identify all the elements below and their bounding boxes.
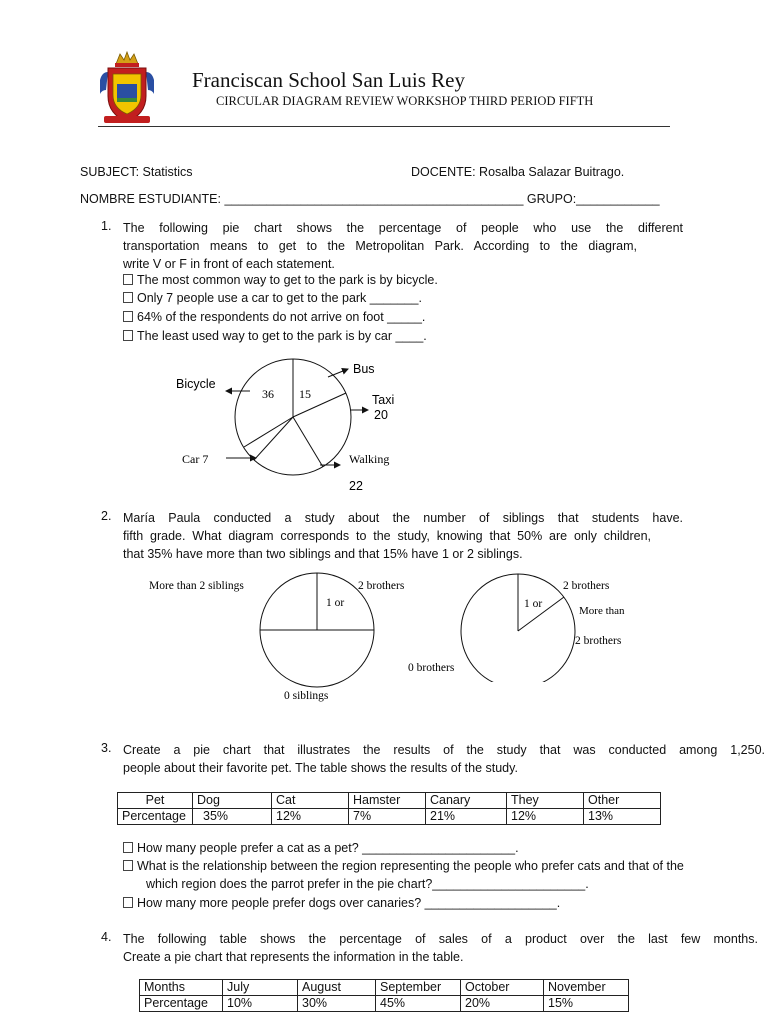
q1-line: The following pie chart shows the percentage of people who use the different	[123, 221, 683, 235]
q2-number: 2.	[101, 509, 112, 523]
q3-question: How many more people prefer dogs over canaries? ___________________.	[123, 896, 560, 910]
q4-text	[123, 930, 758, 966]
header-divider	[98, 126, 670, 127]
checkbox-icon[interactable]	[123, 860, 133, 871]
label-1-or: 1 or	[326, 597, 345, 609]
table-cell: 12%	[507, 809, 584, 825]
table-cell: Months	[140, 980, 223, 996]
table-cell: Hamster	[349, 793, 426, 809]
siblings-pie-chart-a	[140, 570, 430, 706]
table-row	[140, 980, 629, 996]
q1-statement: The least used way to get to the park is by car ____.	[123, 329, 427, 343]
checkbox-icon[interactable]	[123, 842, 133, 853]
checkbox-icon[interactable]	[123, 274, 133, 285]
pie-divider	[293, 417, 323, 467]
q4-line: Create a pie chart that represents the information in the table.	[123, 950, 464, 964]
docente-label: DOCENTE: Rosalba Salazar Buitrago.	[411, 165, 625, 179]
q3-line: people about their favorite pet. The table shows the results of the study.	[123, 761, 518, 775]
pie-divider	[244, 417, 293, 447]
q3-number: 3.	[101, 741, 112, 755]
workshop-subtitle: CIRCULAR DIAGRAM REVIEW WORKSHOP THIRD PERIOD FIFTH	[216, 94, 594, 108]
table-cell: 12%	[272, 809, 349, 825]
q1-line: transportation means to get to the Metropolitan Park. According to the diagram,	[123, 239, 637, 253]
checkbox-icon[interactable]	[123, 330, 133, 341]
table-cell: Pet	[118, 793, 193, 809]
label-0-siblings: 0 siblings	[284, 690, 329, 702]
value-bus: 15	[299, 387, 311, 401]
transport-pie-chart	[160, 355, 420, 500]
table-cell: Other	[584, 793, 661, 809]
q1-line: write V or F in front of each statement.	[123, 257, 335, 271]
label-2-brothers: 2 brothers	[358, 580, 405, 592]
label-2-brothers-top: 2 brothers	[563, 580, 610, 592]
table-cell: Cat	[272, 793, 349, 809]
label-2-brothers-bottom: 2 brothers	[575, 635, 622, 647]
q4-line: The following table shows the percentage of sales of a product over the last few months.	[123, 932, 758, 946]
pie-divider	[254, 417, 293, 460]
label-bicycle: Bicycle	[176, 377, 216, 391]
q3-question: How many people prefer a cat as a pet? ______________________.	[123, 841, 519, 855]
label-walking: Walking	[349, 452, 390, 466]
table-cell: November	[544, 980, 629, 996]
q1-text	[123, 219, 683, 273]
q1-number: 1.	[101, 219, 112, 233]
label-0-brothers: 0 brothers	[408, 662, 455, 674]
table-cell: August	[298, 980, 376, 996]
table-cell: 20%	[461, 996, 544, 1012]
table-row	[140, 996, 629, 1012]
q1-statement: Only 7 people use a car to get to the park _______.	[123, 291, 422, 305]
q3-line: Create a pie chart that illustrates the results of the study that was conducted among 1,250.	[123, 743, 765, 757]
table-cell: 13%	[584, 809, 661, 825]
school-crest-icon	[96, 50, 158, 128]
q2-text	[123, 509, 683, 563]
table-cell: Percentage	[118, 809, 193, 825]
label-more-than-2: More than 2 siblings	[149, 580, 244, 592]
label-taxi: Taxi	[372, 393, 395, 407]
label-bus: Bus	[353, 362, 375, 376]
table-cell: Canary	[426, 793, 507, 809]
label-more-than: More than	[579, 605, 625, 617]
table-cell: Percentage	[140, 996, 223, 1012]
table-cell: 35%	[193, 809, 272, 825]
table-cell: September	[376, 980, 461, 996]
pet-table	[117, 792, 661, 825]
checkbox-icon[interactable]	[123, 311, 133, 322]
q2-line: that 35% have more than two siblings and that 15% have 1 or 2 siblings.	[123, 547, 523, 561]
value-taxi: 20	[374, 408, 388, 422]
table-cell: 21%	[426, 809, 507, 825]
checkbox-icon[interactable]	[123, 897, 133, 908]
q2-line: fifth grade. What diagram corresponds to the study, knowing that 50% are only children,	[123, 529, 651, 543]
table-cell: They	[507, 793, 584, 809]
q2-line: María Paula conducted a study about the number of siblings that students have.	[123, 511, 683, 525]
table-cell: 7%	[349, 809, 426, 825]
subject-label: SUBJECT: Statistics	[80, 165, 193, 179]
q1-statement: 64% of the respondents do not arrive on foot _____.	[123, 310, 425, 324]
siblings-pie-chart-b	[400, 570, 640, 682]
checkbox-icon[interactable]	[123, 292, 133, 303]
value-walking: 22	[349, 479, 363, 493]
table-row	[118, 793, 661, 809]
label-car: Car 7	[182, 452, 209, 466]
table-cell: July	[223, 980, 298, 996]
q1-statement: The most common way to get to the park is by bicycle.	[123, 273, 438, 287]
school-name: Franciscan School San Luis Rey	[192, 68, 465, 92]
value-bicycle: 36	[262, 387, 274, 401]
table-cell: 15%	[544, 996, 629, 1012]
sales-table	[139, 979, 629, 1012]
table-cell: 30%	[298, 996, 376, 1012]
label-1-or: 1 or	[524, 598, 543, 610]
table-cell: 45%	[376, 996, 461, 1012]
table-cell: 10%	[223, 996, 298, 1012]
q3-text	[123, 741, 765, 777]
student-name-line: NOMBRE ESTUDIANTE: ___________________________________________ GRUPO:____________	[80, 192, 660, 206]
q3-question: which region does the parrot prefer in the pie chart?______________________.	[146, 877, 589, 891]
table-cell: October	[461, 980, 544, 996]
table-cell: Dog	[193, 793, 272, 809]
q4-number: 4.	[101, 930, 112, 944]
q3-question: What is the relationship between the region representing the people who prefer cats and that of the	[123, 859, 684, 873]
table-row	[118, 809, 661, 825]
